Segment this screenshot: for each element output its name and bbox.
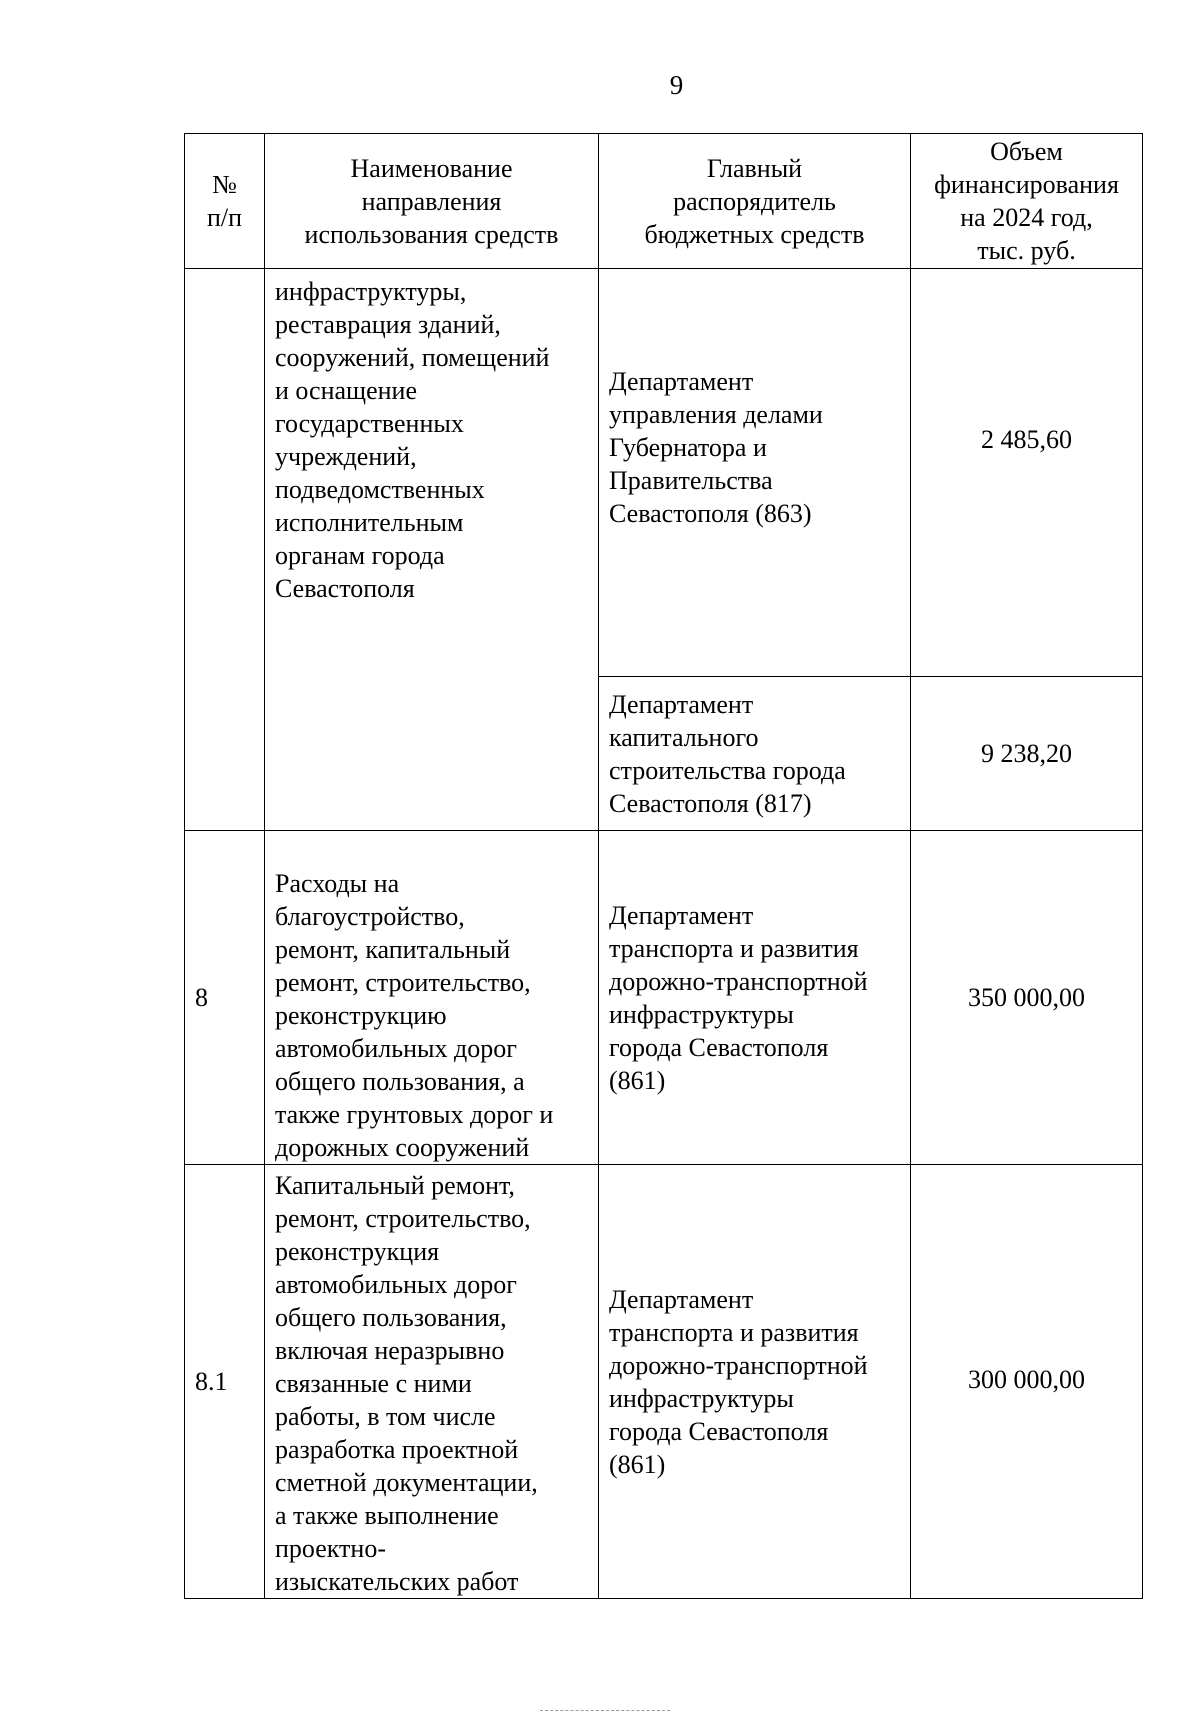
row-amount: 9 238,20 — [911, 677, 1143, 831]
header-number: № п/п — [185, 134, 265, 269]
row-administrator: Департамент транспорта и развития дорожно-транспортной инфраструктуры города Севастополя (861) — [599, 831, 911, 1165]
row-number — [185, 269, 265, 831]
header-administrator: Главный распорядитель бюджетных средств — [599, 134, 911, 269]
row-amount: 300 000,00 — [911, 1165, 1143, 1599]
row-administrator: Департамент транспорта и развития дорожно-транспортной инфраструктуры города Севастополя (861) — [599, 1165, 911, 1599]
budget-table — [184, 133, 1143, 1599]
row-administrator: Департамент капитального строительства города Севастополя (817) — [599, 677, 911, 831]
table-header-row — [185, 134, 1143, 269]
row-direction: Расходы на благоустройство, ремонт, капитальный ремонт, строительство, реконструкцию автомобильных дорог общего пользования, а также грунтовых дорог и дорожных сооружений — [265, 831, 599, 1165]
row-administrator: Департамент управления делами Губернатора и Правительства Севастополя (863) — [599, 269, 911, 677]
row-amount: 350 000,00 — [911, 831, 1143, 1165]
table-row — [185, 269, 1143, 677]
header-direction: Наименование направления использования средств — [265, 134, 599, 269]
row-number: 8.1 — [185, 1165, 265, 1599]
scan-artifact — [540, 1710, 670, 1713]
row-number: 8 — [185, 831, 265, 1165]
table-row — [185, 831, 1143, 1165]
row-direction: Капитальный ремонт, ремонт, строительство, реконструкция автомобильных дорог общего пользования, включая неразрывно связанные с ними работы, в том числе разработка проектной сметной документации, а также выполнение проектно- изыскательских работ — [265, 1165, 599, 1599]
table-row — [185, 1165, 1143, 1599]
row-amount: 2 485,60 — [911, 269, 1143, 677]
row-direction: инфраструктуры, реставрация зданий, сооружений, помещений и оснащение государственных учреждений, подведомственных исполнительным органам города Севастополя — [265, 269, 599, 831]
header-amount: Объем финансирования на 2024 год, тыс. руб. — [911, 134, 1143, 269]
page-number: 9 — [669, 70, 684, 100]
